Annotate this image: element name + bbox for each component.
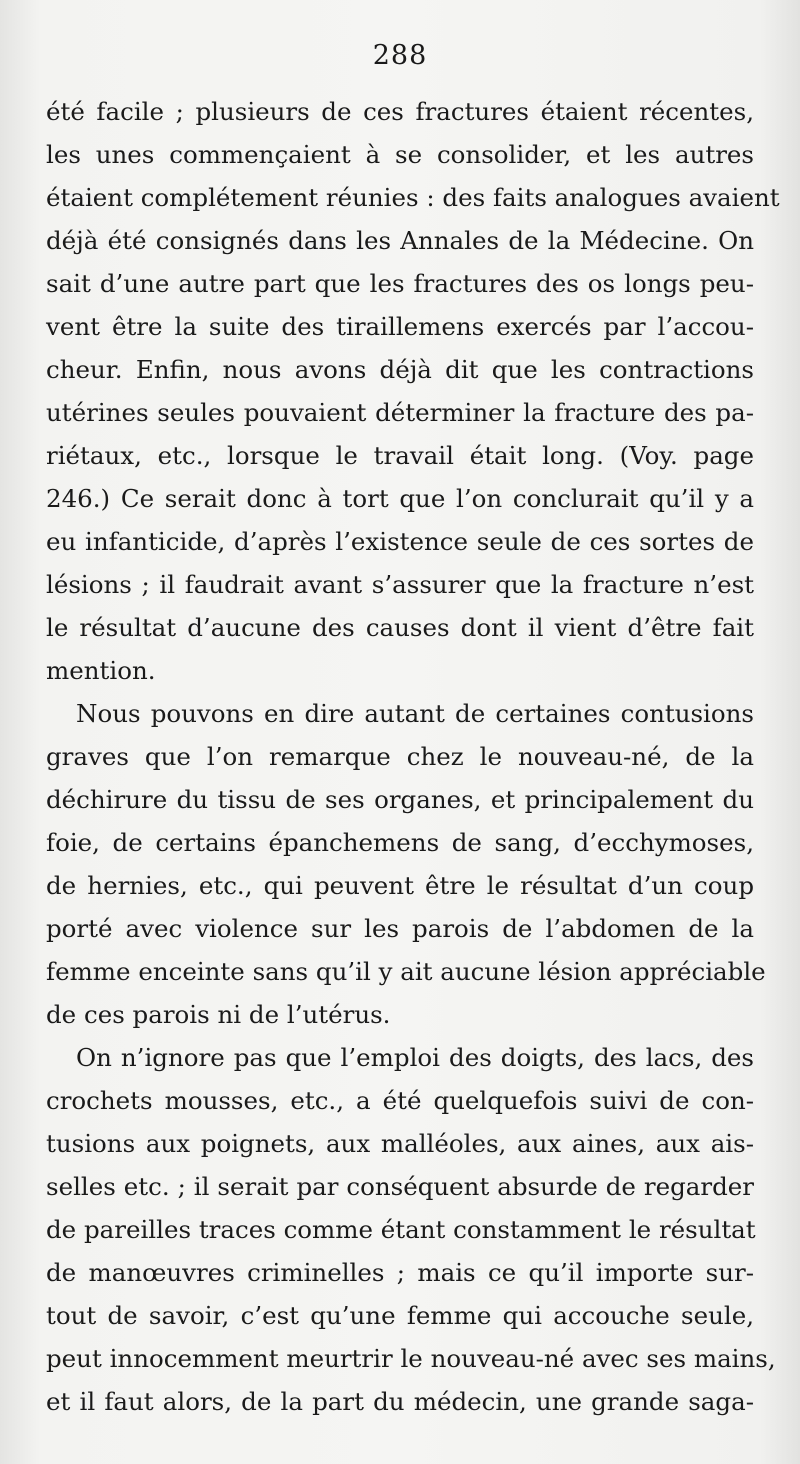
text-line: femme enceinte sans qu’il y ait aucune lésion appréciable xyxy=(46,957,766,986)
text-line: utérines seules pouvaient déterminer la fracture des pa- xyxy=(46,398,754,427)
text-line: peut innocemment meurtrir le nouveau-né avec ses mains, xyxy=(46,1344,776,1373)
text-line: de hernies, etc., qui peuvent être le résultat d’un coup xyxy=(46,871,754,900)
text-line: cheur. Enfin, nous avons déjà dit que les contractions xyxy=(46,355,754,384)
text-line: déjà été consignés dans les Annales de la Médecine. On xyxy=(46,226,754,255)
text-line: de ces parois ni de l’utérus. xyxy=(46,1000,391,1029)
text-line: graves que l’on remarque chez le nouveau-né, de la xyxy=(46,742,754,771)
text-line: tusions aux poignets, aux malléoles, aux aines, aux ais- xyxy=(46,1129,754,1158)
text-line: On n’ignore pas que l’emploi des doigts, des lacs, des xyxy=(76,1043,754,1072)
text-line: eu infanticide, d’après l’existence seule de ces sortes de xyxy=(46,527,754,556)
text-line: 246.) Ce serait donc à tort que l’on conclurait qu’il y a xyxy=(46,484,754,513)
text-line: sait d’une autre part que les fractures des os longs peu- xyxy=(46,269,754,298)
text-line: le résultat d’aucune des causes dont il vient d’être fait xyxy=(46,613,754,642)
text-line: de manœuvres criminelles ; mais ce qu’il importe sur- xyxy=(46,1258,754,1287)
text-line: déchirure du tissu de ses organes, et principalement du xyxy=(46,785,754,814)
text-line: mention. xyxy=(46,656,156,685)
body-text xyxy=(46,90,780,1423)
page-number: 288 xyxy=(372,40,428,71)
text-line: de pareilles traces comme étant constamment le résultat xyxy=(46,1215,756,1244)
text-line: porté avec violence sur les parois de l’abdomen de la xyxy=(46,914,754,943)
text-line: vent être la suite des tiraillemens exercés par l’accou- xyxy=(46,312,754,341)
text-line: les unes commençaient à se consolider, et les autres xyxy=(46,140,754,169)
text-line: foie, de certains épanchemens de sang, d’ecchymoses, xyxy=(46,828,754,857)
text-line: tout de savoir, c’est qu’une femme qui accouche seule, xyxy=(46,1301,754,1330)
text-line: selles etc. ; il serait par conséquent absurde de regarder xyxy=(46,1172,754,1201)
text-line: étaient complétement réunies : des faits analogues avaient xyxy=(46,183,780,212)
text-line: et il faut alors, de la part du médecin, une grande saga- xyxy=(46,1387,754,1416)
text-line: lésions ; il faudrait avant s’assurer que la fracture n’est xyxy=(46,570,754,599)
text-line: riétaux, etc., lorsque le travail était long. (Voy. page xyxy=(46,441,754,470)
text-line: Nous pouvons en dire autant de certaines contusions xyxy=(76,699,754,728)
text-line: été facile ; plusieurs de ces fractures étaient récentes, xyxy=(46,97,754,126)
text-line: crochets mousses, etc., a été quelquefois suivi de con- xyxy=(46,1086,754,1115)
